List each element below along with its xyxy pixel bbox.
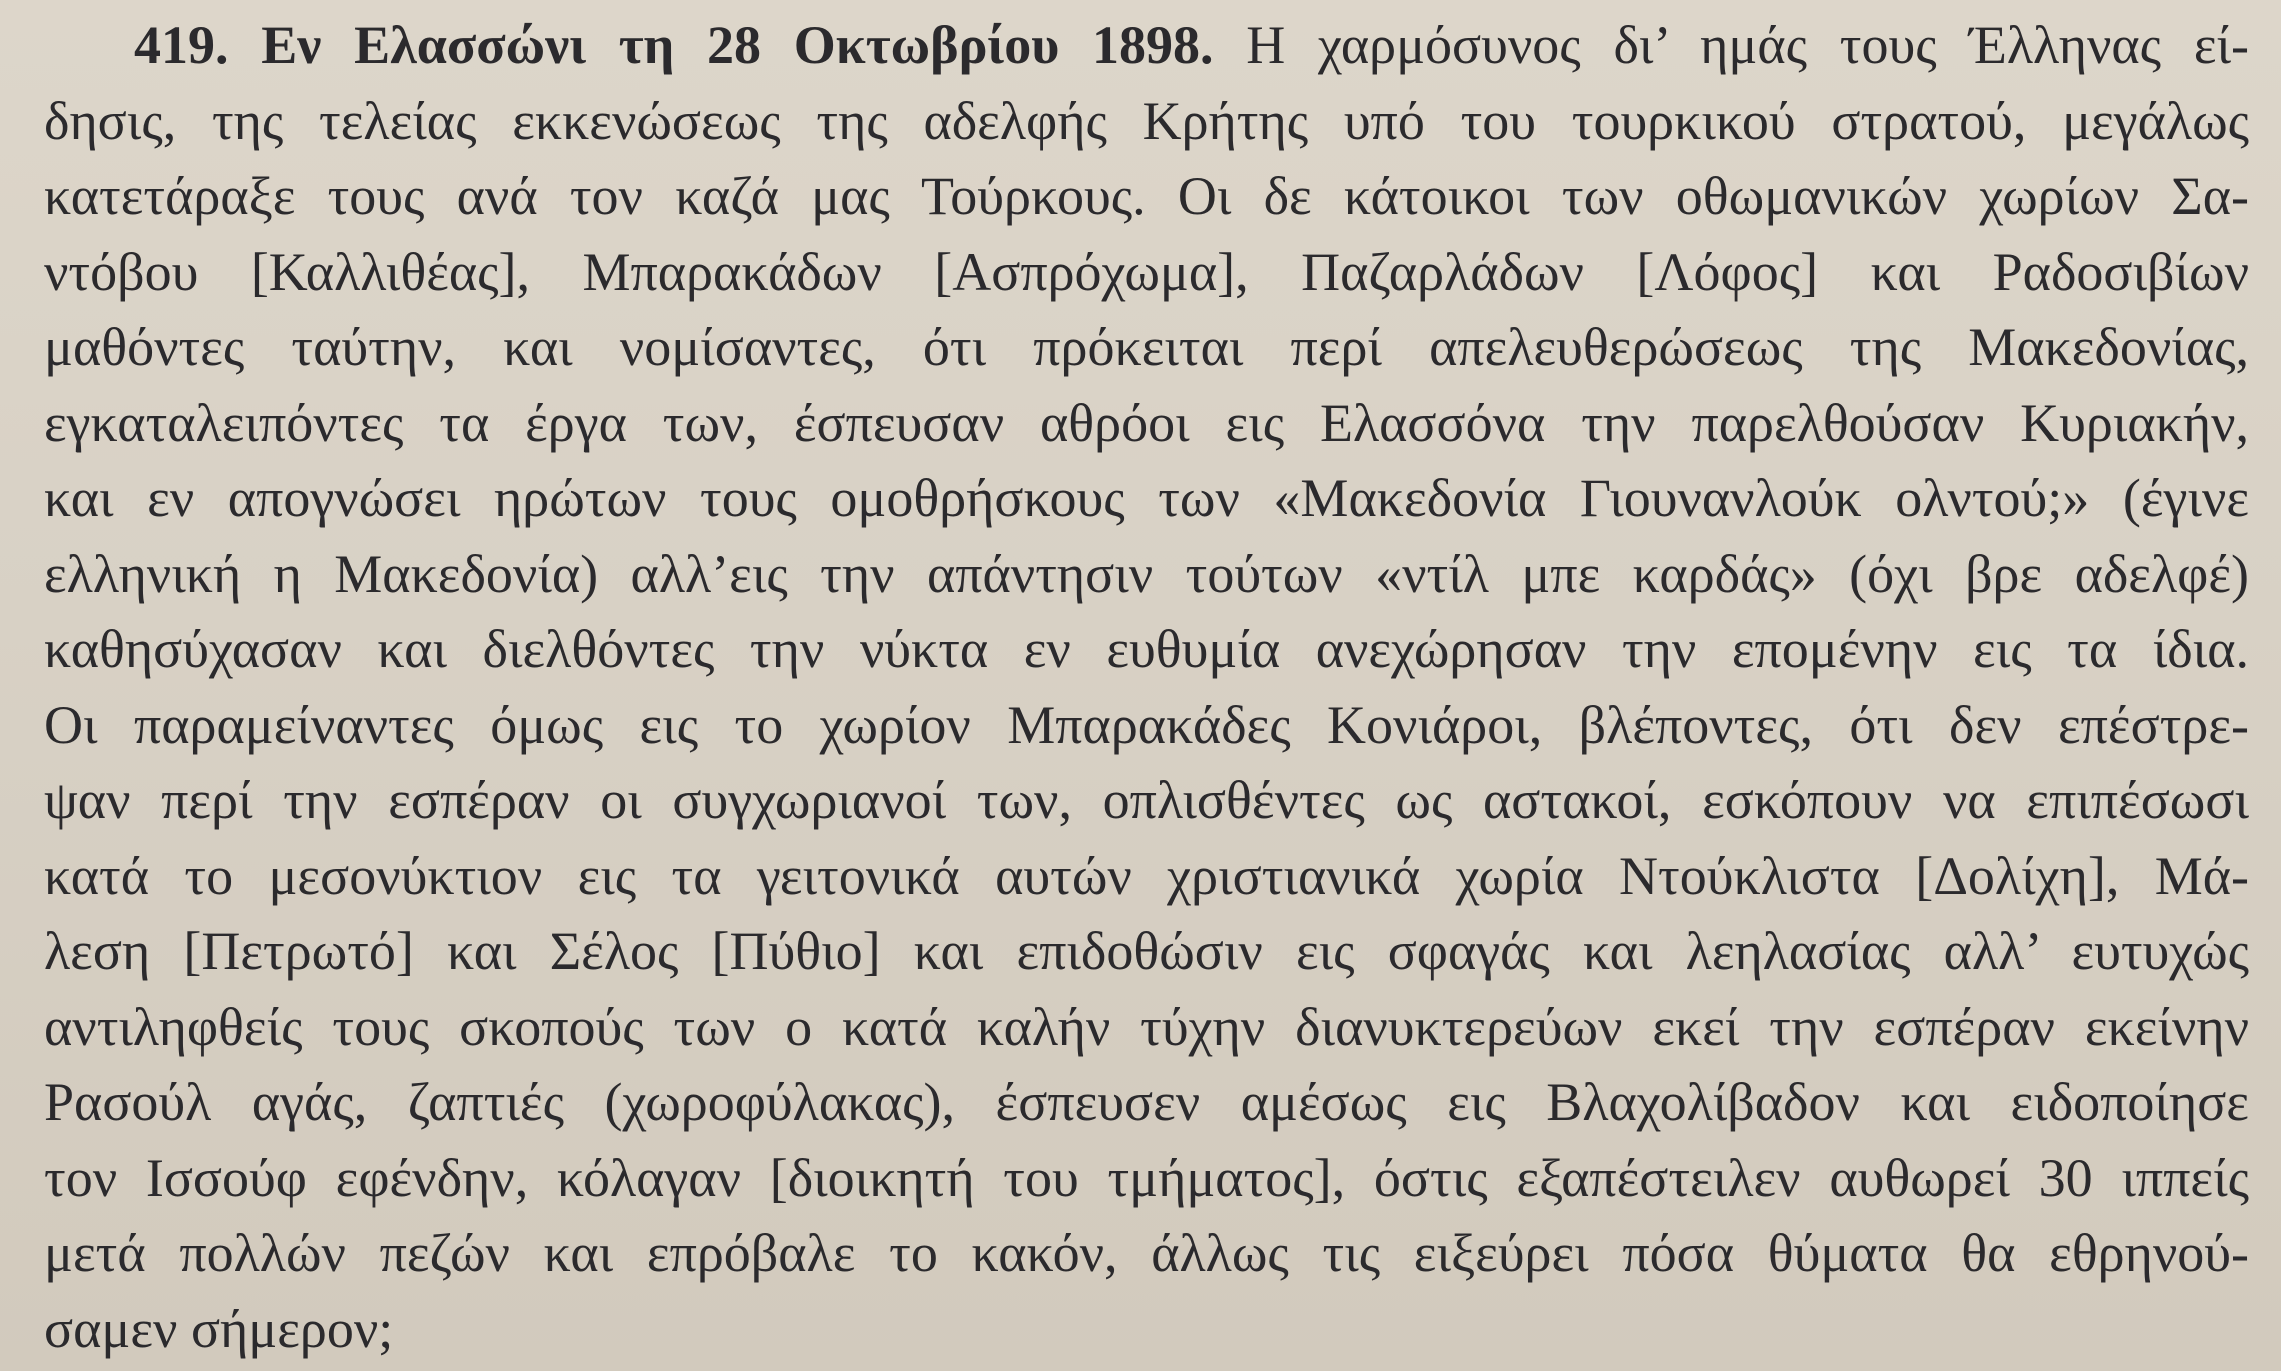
text-line: κατά το μεσονύκτιον εις τα γειτονικά αυτών χριστιανικά χωρία Ντούκλιστα [Δολίχη], Μά- <box>44 845 2249 906</box>
text-line: δησις, της τελείας εκκενώσεως της αδελφής Κρήτης υπό του τουρκικού στρατού, μεγάλως <box>44 90 2249 151</box>
text-line-content: Η χαρμόσυνος δι’ ημάς τους Έλληνας εί- <box>1213 15 2250 75</box>
text-line: Ρασούλ αγάς, ζαπτιές (χωροφύλακας), έσπευσεν αμέσως εις Βλαχολίβαδον και ειδοποίησε <box>44 1072 2249 1132</box>
text-line: Οι παραμείναντες όμως εις το χωρίον Μπαρακάδες Κονιάροι, βλέποντες, ότι δεν επέστρε- <box>44 694 2249 755</box>
text-line: σαμεν σήμερον; <box>44 1298 394 1359</box>
text-line: αντιληφθείς τους σκοπούς των ο κατά καλήν τύχην διανυκτερεύων εκεί την εσπέραν εκείνην <box>44 996 2249 1057</box>
text-line: ψαν περί την εσπέραν οι συγχωριανοί των, οπλισθέντες ως αστακοί, εσκόπουν να επιπέσωσι <box>44 770 2249 830</box>
text-line: λεση [Πετρωτό] και Σέλος [Πύθιο] και επιδοθώσιν εις σφαγάς και λεηλασίας αλλ’ ευτυχώς <box>44 921 2249 981</box>
text-line: κατετάραξε τους ανά τον καζά μας Τούρκους. Οι δε κάτοικοι των οθωμανικών χωρίων Σα- <box>44 166 2249 226</box>
text-line: καθησύχασαν και διελθόντες την νύκτα εν ευθυμία ανεχώρησαν την επομένην εις τα ίδια. <box>44 619 2249 679</box>
text-line: ντόβου [Καλλιθέας], Μπαρακάδων [Ασπρόχωμα], Παζαρλάδων [Λόφος] και Ραδοσιβίων <box>44 241 2249 302</box>
text-line: εγκαταλειπόντες τα έργα των, έσπευσαν αθρόοι εις Ελασσόνα την παρελθούσαν Κυριακήν, <box>44 392 2249 453</box>
text-line: και εν απογνώσει ηρώτων τους ομοθρήσκους των «Μακεδονία Γιουνανλούκ ολντού;» (έγινε <box>44 468 2249 528</box>
text-line <box>44 8 2249 84</box>
text-line: ελληνική η Μακεδονία) αλλ’εις την απάντησιν τούτων «ντίλ μπε καρδάς» (όχι βρε αδελφέ) <box>44 543 2249 604</box>
text-line: μαθόντες ταύτην, και νομίσαντες, ότι πρόκειται περί απελευθερώσεως της Μακεδονίας, <box>44 317 2249 377</box>
text-line: μετά πολλών πεζών και επρόβαλε το κακόν, άλλως τις ειξεύρει πόσα θύματα θα εθρηνού- <box>44 1223 2249 1283</box>
entry-text <box>44 8 2249 1367</box>
entry-heading: 419. Εν Ελασσώνι τη 28 Οκτωβρίου 1898. <box>134 15 1214 75</box>
text-line: τον Ισσούφ εφένδην, κόλαγαν [διοικητή του τμήματος], όστις εξαπέστειλεν αυθωρεί 30 ιππείς <box>44 1147 2249 1208</box>
